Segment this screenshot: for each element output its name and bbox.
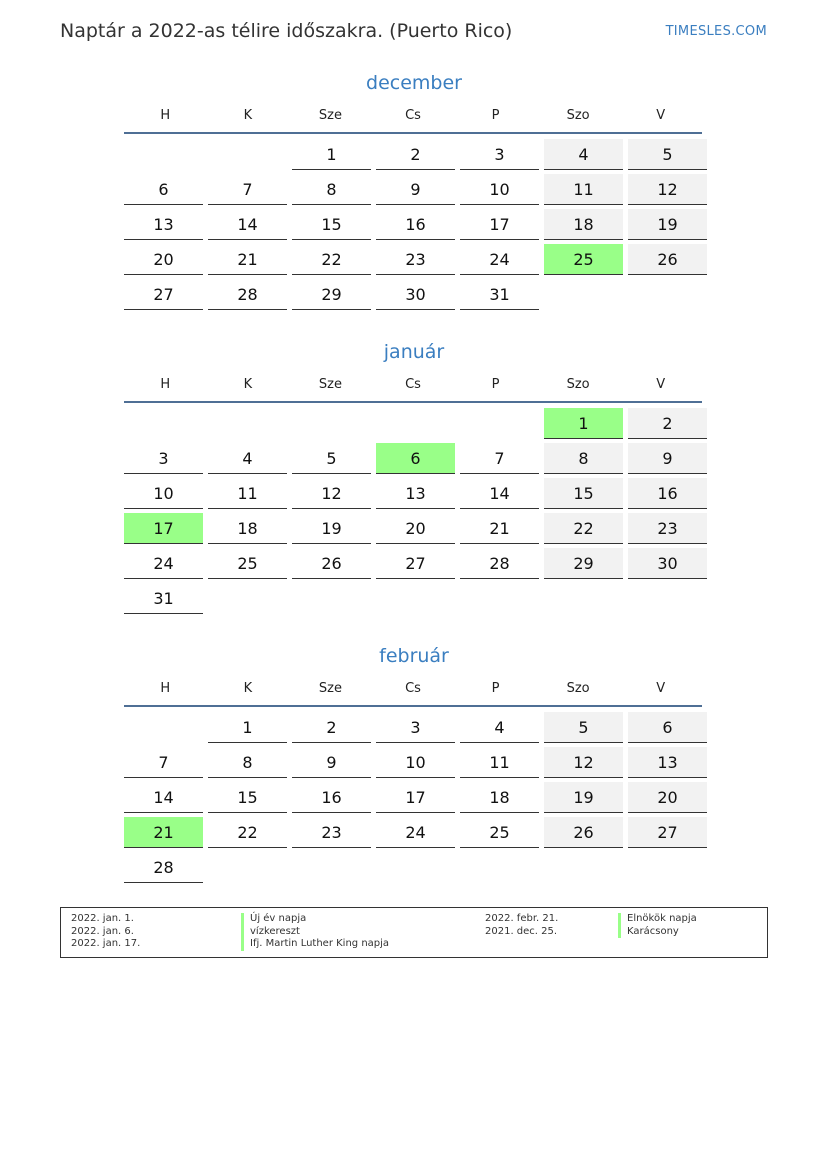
day-cell: 20 [124, 244, 203, 275]
empty-cell [460, 408, 539, 439]
day-cell: 11 [208, 478, 287, 509]
legend-date: 2021. dec. 25. [485, 925, 558, 937]
day-cell: 24 [376, 817, 455, 848]
day-grid [124, 408, 704, 614]
day-cell: 22 [292, 244, 371, 275]
day-cell: 7 [208, 174, 287, 205]
day-cell: 16 [292, 782, 371, 813]
day-cell: 14 [460, 478, 539, 509]
day-cell: 12 [544, 747, 623, 778]
weekday-label: Cs [405, 107, 421, 123]
weekday-label: Sze [318, 107, 342, 123]
day-cell: 21 [208, 244, 287, 275]
day-cell: 19 [544, 782, 623, 813]
empty-cell [208, 139, 287, 170]
day-cell: 26 [628, 244, 707, 275]
day-cell: 11 [544, 174, 623, 205]
weekday-label: Szo [566, 107, 590, 123]
weekday-header [124, 367, 702, 403]
day-cell: 10 [376, 747, 455, 778]
day-cell: 23 [628, 513, 707, 544]
day-cell: 2 [628, 408, 707, 439]
day-cell: 18 [544, 209, 623, 240]
weekday-label: Szo [566, 376, 590, 392]
day-cell: 1 [208, 712, 287, 743]
day-cell: 8 [208, 747, 287, 778]
weekday-label: V [656, 376, 666, 392]
day-grid [124, 139, 704, 310]
day-cell: 28 [124, 852, 203, 883]
day-cell: 25 [208, 548, 287, 579]
holiday-day-cell: 17 [124, 513, 203, 544]
weekday-label: P [491, 680, 500, 696]
day-cell: 31 [460, 279, 539, 310]
day-cell: 18 [460, 782, 539, 813]
weekday-label: K [243, 376, 253, 392]
empty-cell [376, 408, 455, 439]
day-cell: 18 [208, 513, 287, 544]
empty-cell [124, 139, 203, 170]
day-cell: 30 [376, 279, 455, 310]
month-title: január [383, 341, 445, 363]
weekday-label: P [491, 376, 500, 392]
legend-dates-right [485, 913, 558, 938]
day-cell: 23 [376, 244, 455, 275]
weekday-label: V [656, 680, 666, 696]
month-december [124, 68, 704, 310]
day-cell: 2 [376, 139, 455, 170]
month-title: december [366, 72, 462, 94]
weekday-label: V [656, 107, 666, 123]
day-cell: 9 [292, 747, 371, 778]
day-cell: 7 [124, 747, 203, 778]
day-cell: 22 [544, 513, 623, 544]
day-cell: 3 [376, 712, 455, 743]
day-cell: 23 [292, 817, 371, 848]
weekday-label: Sze [318, 680, 342, 696]
day-cell: 2 [292, 712, 371, 743]
day-cell: 22 [208, 817, 287, 848]
day-cell: 17 [460, 209, 539, 240]
day-cell: 5 [544, 712, 623, 743]
holiday-day-cell: 21 [124, 817, 203, 848]
day-cell: 26 [544, 817, 623, 848]
day-cell: 26 [292, 548, 371, 579]
day-cell: 29 [544, 548, 623, 579]
holiday-day-cell: 6 [376, 443, 455, 474]
legend-holiday-name: vízkereszt [241, 926, 389, 939]
day-cell: 8 [544, 443, 623, 474]
day-cell: 27 [124, 279, 203, 310]
day-cell: 4 [460, 712, 539, 743]
day-cell: 12 [292, 478, 371, 509]
weekday-label: Szo [566, 680, 590, 696]
day-cell: 20 [628, 782, 707, 813]
day-cell: 4 [544, 139, 623, 170]
day-cell: 24 [460, 244, 539, 275]
day-cell: 3 [460, 139, 539, 170]
day-cell: 21 [460, 513, 539, 544]
day-cell: 12 [628, 174, 707, 205]
day-cell: 9 [628, 443, 707, 474]
holiday-day-cell: 25 [544, 244, 623, 275]
day-cell: 5 [292, 443, 371, 474]
weekday-label: Cs [405, 680, 421, 696]
day-cell: 24 [124, 548, 203, 579]
day-cell: 3 [124, 443, 203, 474]
empty-cell [124, 408, 203, 439]
weekday-label: H [160, 376, 171, 392]
day-cell: 15 [292, 209, 371, 240]
day-cell: 1 [292, 139, 371, 170]
day-cell: 28 [460, 548, 539, 579]
legend-dates-left [71, 913, 140, 951]
day-cell: 6 [124, 174, 203, 205]
day-cell: 6 [628, 712, 707, 743]
legend-date: 2022. jan. 1. [71, 913, 134, 924]
day-cell: 13 [124, 209, 203, 240]
day-cell: 14 [208, 209, 287, 240]
day-cell: 17 [376, 782, 455, 813]
day-cell: 25 [460, 817, 539, 848]
day-cell: 19 [292, 513, 371, 544]
month-februar [124, 641, 704, 883]
holiday-day-cell: 1 [544, 408, 623, 439]
empty-cell [208, 408, 287, 439]
day-cell: 27 [628, 817, 707, 848]
weekday-label: H [160, 680, 171, 696]
weekday-label: K [243, 107, 253, 123]
day-cell: 28 [208, 279, 287, 310]
day-cell: 9 [376, 174, 455, 205]
day-cell: 11 [460, 747, 539, 778]
empty-cell [124, 712, 203, 743]
day-cell: 13 [628, 747, 707, 778]
day-cell: 15 [208, 782, 287, 813]
weekday-label: K [243, 680, 253, 696]
weekday-header [124, 671, 702, 707]
day-cell: 29 [292, 279, 371, 310]
day-cell: 27 [376, 548, 455, 579]
month-title: február [379, 645, 449, 667]
day-cell: 14 [124, 782, 203, 813]
day-cell: 4 [208, 443, 287, 474]
day-cell: 13 [376, 478, 455, 509]
empty-cell [292, 408, 371, 439]
day-cell: 19 [628, 209, 707, 240]
weekday-header [124, 98, 702, 134]
legend-holiday-name: Karácsony [618, 926, 697, 939]
legend-holiday-name: Új év napja [241, 913, 389, 926]
day-cell: 20 [376, 513, 455, 544]
day-cell: 31 [124, 583, 203, 614]
day-cell: 16 [376, 209, 455, 240]
day-grid [124, 712, 704, 883]
weekday-label: Cs [405, 376, 421, 392]
day-cell: 5 [628, 139, 707, 170]
weekday-label: P [491, 107, 500, 123]
legend-date: 2022. febr. 21. [485, 913, 559, 924]
day-cell: 15 [544, 478, 623, 509]
day-cell: 30 [628, 548, 707, 579]
brand-logo-text[interactable]: TIMESLES.COM [665, 24, 767, 39]
holiday-legend [60, 907, 768, 958]
page-title: Naptár a 2022-as télire időszakra. (Puerto Rico) [60, 20, 513, 42]
legend-holiday-name: Ifj. Martin Luther King napja [241, 938, 389, 951]
legend-date: 2022. jan. 17. [71, 938, 141, 949]
day-cell: 10 [460, 174, 539, 205]
day-cell: 8 [292, 174, 371, 205]
day-cell: 16 [628, 478, 707, 509]
legend-holiday-name: Elnökök napja [618, 913, 697, 926]
weekday-label: Sze [318, 376, 342, 392]
day-cell: 7 [460, 443, 539, 474]
legend-date: 2022. jan. 6. [71, 925, 134, 937]
month-januar [124, 337, 704, 614]
legend-names-left [241, 913, 389, 951]
legend-names-right [618, 913, 697, 938]
weekday-label: H [160, 107, 171, 123]
day-cell: 10 [124, 478, 203, 509]
